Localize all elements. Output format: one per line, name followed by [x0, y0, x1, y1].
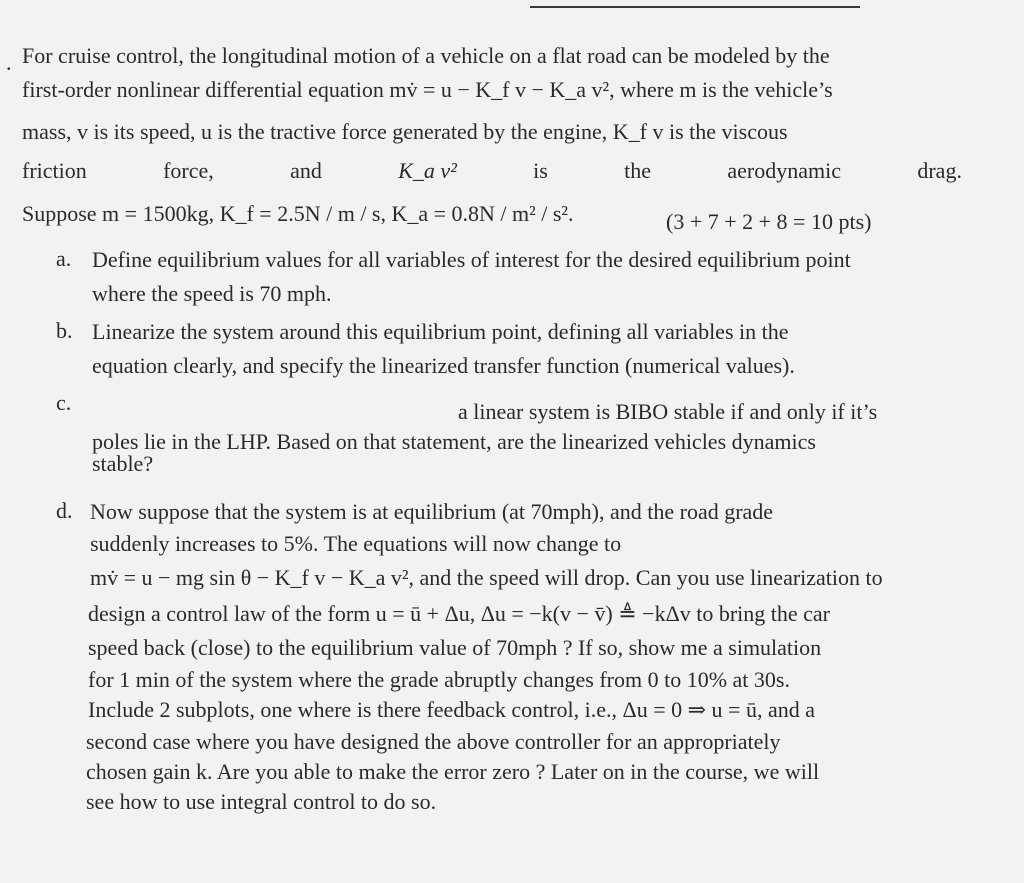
intro-line-2: first-order nonlinear differential equation mv̇ = u − K_f v − K_a v², where m is the vehicle’s: [22, 77, 833, 102]
intro-word: aerodynamic: [727, 158, 842, 183]
part-b-line: equation clearly, and specify the linearized transfer function (numerical values).: [92, 353, 795, 378]
part-c-line: poles lie in the LHP. Based on that statement, are the linearized vehicles dynamics: [92, 429, 816, 454]
intro-word: is: [533, 158, 548, 183]
intro-word: the: [624, 158, 652, 183]
part-a-label: a.: [56, 246, 72, 271]
part-b-line: Linearize the system around this equilibrium point, defining all variables in the: [92, 319, 789, 344]
intro-word: and: [290, 158, 322, 183]
intro-line-1: For cruise control, the longitudinal motion of a vehicle on a flat road can be modeled by the: [22, 43, 830, 68]
top-rule: [530, 6, 860, 8]
part-d-line: design a control law of the form u = ū + Δu, Δu = −k(v − v̄) ≜ −kΔv to bring the car: [88, 601, 831, 626]
part-d-line: speed back (close) to the equilibrium value of 70mph ? If so, show me a simulation: [88, 635, 822, 660]
intro-line-3: mass, v is its speed, u is the tractive force generated by the engine, K_f v is the viscous: [22, 119, 788, 144]
part-d-line: see how to use integral control to do so.: [86, 789, 437, 814]
part-c-line: a linear system is BIBO stable if and only if it’s: [458, 399, 878, 424]
intro-word: K_a v²: [398, 158, 457, 183]
intro-line-5: Suppose m = 1500kg, K_f = 2.5N / m / s, K_a = 0.8N / m² / s².: [22, 201, 574, 226]
part-a-line: Define equilibrium values for all variables of interest for the desired equilibrium point: [92, 247, 851, 272]
part-d-line: for 1 min of the system where the grade abruptly changes from 0 to 10% at 30s.: [88, 667, 790, 692]
part-d-line: chosen gain k. Are you able to make the error zero ? Later on in the course, we will: [86, 759, 820, 784]
part-c-label: c.: [56, 390, 72, 415]
intro-word: force,: [163, 158, 214, 183]
part-b-label: b.: [56, 318, 73, 343]
intro-word: drag.: [917, 158, 962, 183]
part-d-label: d.: [56, 498, 73, 523]
points-label: (3 + 7 + 2 + 8 = 10 pts): [666, 209, 872, 234]
part-d-line: Now suppose that the system is at equilibrium (at 70mph), and the road grade: [90, 499, 774, 524]
part-d-line: second case where you have designed the above controller for an appropriately: [86, 729, 781, 754]
part-d-line: suddenly increases to 5%. The equations will now change to: [90, 531, 622, 556]
intro-word: friction: [22, 158, 87, 183]
intro-line-4: [22, 158, 962, 184]
bullet-marker: .: [6, 50, 12, 75]
part-d-line: Include 2 subplots, one where is there feedback control, i.e., Δu = 0 ⇒ u = ū, and a: [88, 697, 815, 722]
part-d-line: mv̇ = u − mg sin θ − K_f v − K_a v², and the speed will drop. Can you use linearization to: [90, 565, 883, 590]
part-c-line: stable?: [92, 451, 154, 476]
part-a-line: where the speed is 70 mph.: [92, 281, 332, 306]
